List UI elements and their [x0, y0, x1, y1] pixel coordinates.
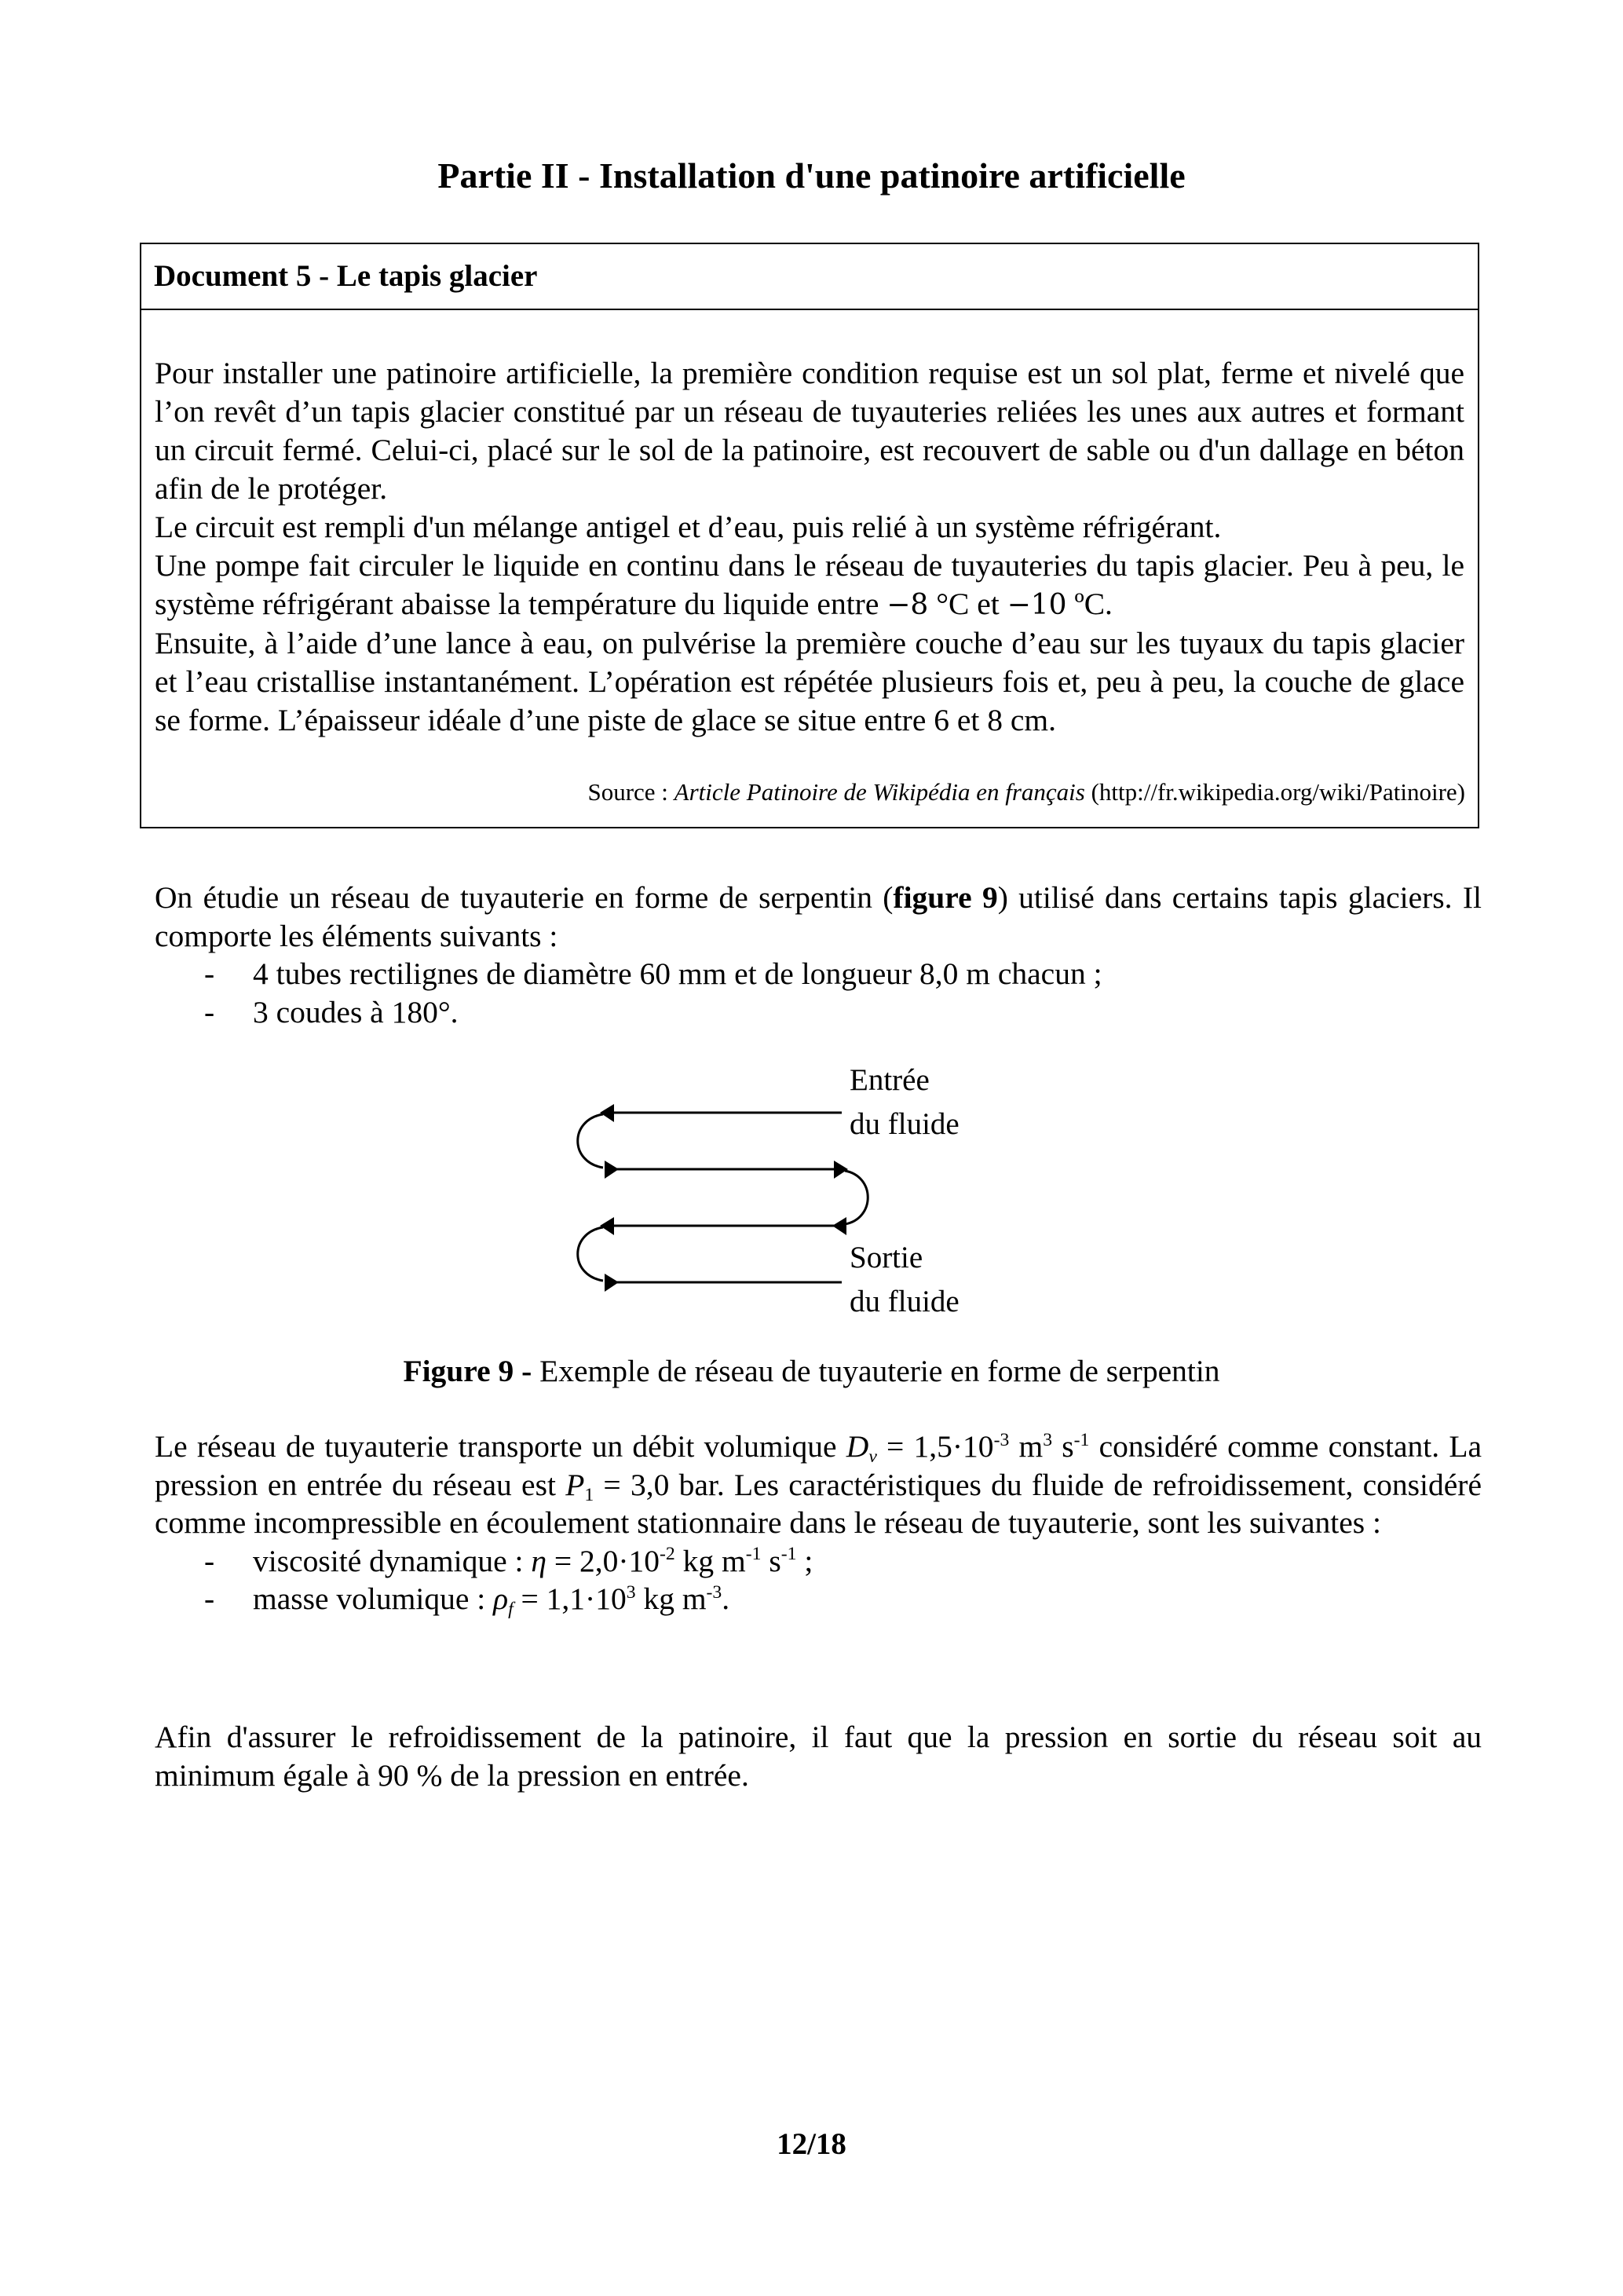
list-item: [155, 1580, 1482, 1618]
text-run: ºC.: [1066, 587, 1113, 621]
exponent: -1: [1073, 1429, 1090, 1450]
bullet-dash: -: [204, 956, 215, 991]
exponent: -3: [993, 1429, 1010, 1450]
text-run: °C et: [928, 587, 1007, 621]
inlet-label-line1: Entrée: [850, 1063, 930, 1097]
list-item-text: 3 coudes à 180°.: [253, 994, 459, 1029]
figure-caption: [0, 1352, 1623, 1390]
text-run: viscosité dynamique :: [253, 1543, 532, 1578]
bullet-dash: -: [204, 1581, 215, 1616]
symbol-eta: η: [531, 1543, 546, 1578]
text-run: .: [722, 1581, 730, 1616]
arrow-right-icon: [605, 1161, 619, 1179]
arrow-left-icon: [600, 1104, 614, 1122]
figure-reference: figure 9: [893, 880, 998, 915]
document-header-title: Document 5 - Le tapis glacier: [154, 259, 538, 293]
exponent: 3: [626, 1581, 636, 1603]
elements-list: [155, 955, 1482, 1031]
list-item: [155, 993, 1482, 1032]
fluid-properties-list: [155, 1542, 1482, 1618]
text-run: m: [1009, 1429, 1044, 1464]
text-run: Une pompe fait circuler le liquide en continu dans le réseau de tuyauteries du tapis glacier. Peu à peu, le système réfrigérant abaisse la température du liquide entre: [155, 548, 1464, 621]
caption-text: Exemple de réseau de tuyauterie en forme de serpentin: [532, 1354, 1220, 1388]
text-run: = 1,1·10: [513, 1581, 627, 1616]
arrow-left-icon: [600, 1217, 614, 1235]
bend-3: [578, 1227, 603, 1281]
exponent: -1: [745, 1544, 762, 1565]
temp-low: −8: [886, 589, 929, 621]
document-header: [141, 244, 1478, 310]
figure-9: [565, 1052, 1115, 1343]
outlet-label-line2: du fluide: [850, 1285, 960, 1318]
symbol-dv: D: [846, 1429, 869, 1464]
text-run: ) utilisé dans certains tapis glaciers. Il comporte les éléments suivants :: [155, 880, 1482, 953]
text-run: Le réseau de tuyauterie transporte un débit volumique: [155, 1429, 846, 1464]
bend-1: [578, 1114, 603, 1168]
bullet-dash: -: [204, 994, 215, 1029]
serpentine-diagram: [565, 1052, 1115, 1343]
source-citation: [587, 777, 1465, 808]
document-box: [140, 243, 1479, 828]
symbol-subscript: v: [868, 1446, 877, 1468]
inlet-label: [850, 1062, 960, 1143]
text-run: ;: [796, 1543, 813, 1578]
caption-label: Figure 9 -: [403, 1354, 532, 1388]
exponent: 3: [1043, 1429, 1053, 1450]
list-item-text: 4 tubes rectilignes de diamètre 60 mm et de longueur 8,0 m chacun ;: [253, 956, 1102, 991]
symbol-subscript: f: [508, 1599, 514, 1620]
text-run: On étudie un réseau de tuyauterie en forme de serpentin (: [155, 880, 894, 915]
document-paragraph: Ensuite, à l’aide d’une lance à eau, on pulvérise la première couche d’eau sur les tuyaux du tapis glacier et l’eau cristallise instantanément. L’opération est répétée plusieurs fois et, peu à peu, la couche de glace se forme. L’épaisseur idéale d’une piste de glace se situe entre 6 et 8 cm.: [155, 626, 1464, 737]
intro-paragraph: [155, 879, 1482, 955]
page-title: Partie II - Installation d'une patinoire artificielle: [437, 155, 1186, 196]
exponent: -3: [706, 1581, 722, 1603]
exponent: -1: [780, 1544, 797, 1565]
conclusion-paragraph: Afin d'assurer le refroidissement de la patinoire, il faut que la pression en sortie du réseau soit au minimum égale à 90 % de la pression en entrée.: [155, 1720, 1482, 1793]
document-body: [155, 354, 1464, 740]
text-run: masse volumique :: [253, 1581, 494, 1616]
text-run: kg m: [635, 1581, 707, 1616]
outlet-label: [850, 1239, 960, 1321]
bend-2: [845, 1171, 868, 1224]
symbol-p1: P: [565, 1467, 585, 1502]
outlet-label-line1: Sortie: [850, 1241, 923, 1274]
exponent: -2: [660, 1544, 675, 1565]
document-paragraph: [155, 547, 1464, 624]
symbol-subscript: 1: [584, 1484, 594, 1505]
list-item: [155, 955, 1482, 993]
text-run: s: [761, 1543, 781, 1578]
bullet-dash: -: [204, 1543, 215, 1578]
symbol-rho: ρ: [493, 1581, 509, 1616]
source-label: Source :: [587, 778, 674, 806]
source-title: Article Patinoire de Wikipédia en français: [674, 778, 1085, 806]
document-paragraph: Pour installer une patinoire artificielle, la première condition requise est un sol plat, ferme et nivelé que l’on revêt d’un tapis glacier constitué par un réseau de tuyauteries reliées les unes aux autres et formant un circuit fermé. Celui-ci, placé sur le sol de la patinoire, est recouvert de sable ou d'un dallage en béton afin de le protéger.: [155, 356, 1464, 506]
arrow-right-icon: [605, 1274, 619, 1292]
arrow-left-icon: [832, 1217, 846, 1235]
list-item: [155, 1542, 1482, 1581]
inlet-label-line2: du fluide: [850, 1107, 960, 1141]
arrow-right-icon: [834, 1161, 848, 1179]
flow-paragraph: [155, 1428, 1482, 1542]
text-run: s: [1052, 1429, 1074, 1464]
conclusion-section: [155, 1718, 1482, 1794]
text-run: = 2,0·10: [546, 1543, 660, 1578]
text-run: = 1,5·10: [876, 1429, 994, 1464]
intro-section: [155, 879, 1482, 1031]
temp-high: −10: [1007, 589, 1067, 621]
text-run: = 3,0 bar. Les caractéristiques du fluide de refroidissement, considéré comme incompressible en écoulement stationnaire dans le réseau de tuyauterie, sont les suivantes :: [155, 1467, 1482, 1540]
page-number: 12/18: [777, 2127, 846, 2161]
document-paragraph: Le circuit est rempli d'un mélange antigel et d’eau, puis relié à un système réfrigérant.: [155, 510, 1222, 544]
text-run: considéré comme constant. La pression en entrée du réseau est: [155, 1429, 1482, 1502]
source-url: (http://fr.wikipedia.org/wiki/Patinoire): [1084, 778, 1465, 806]
text-run: kg m: [674, 1543, 746, 1578]
flow-section: [155, 1428, 1482, 1618]
